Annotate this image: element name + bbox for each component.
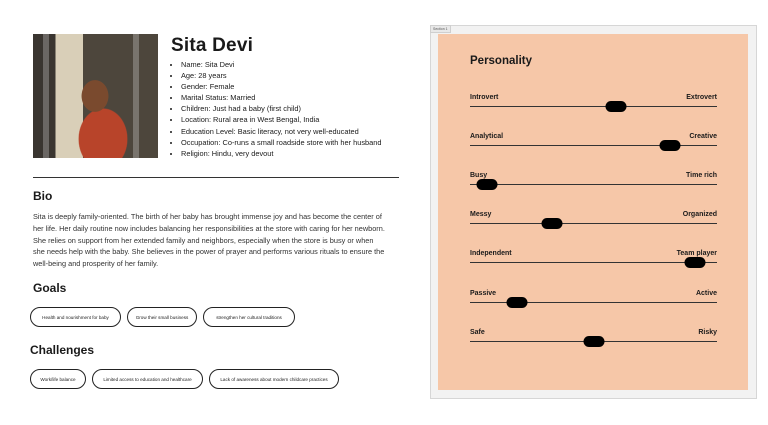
trait-left-label: Busy bbox=[470, 172, 488, 179]
trait-slider bbox=[470, 250, 717, 270]
goals-heading: Goals bbox=[33, 281, 67, 295]
fact-item: • Gender: Female bbox=[181, 81, 381, 92]
persona-facts-list bbox=[181, 59, 381, 159]
trait-slider bbox=[470, 133, 717, 153]
goal-chip[interactable]: strengthen her cultural traditions bbox=[203, 307, 295, 327]
slider-handle[interactable] bbox=[605, 101, 626, 112]
trait-slider bbox=[470, 211, 717, 231]
trait-right-label: Time rich bbox=[686, 172, 717, 179]
frame-label[interactable]: Section 1 bbox=[430, 25, 451, 33]
fact-item: • Religion: Hindu, very devout bbox=[181, 148, 381, 159]
fact-item: • Marital Status: Married bbox=[181, 92, 381, 103]
fact-item: • Age: 28 years bbox=[181, 70, 381, 81]
trait-slider bbox=[470, 172, 717, 192]
challenges-heading: Challenges bbox=[30, 343, 95, 357]
goal-chip[interactable]: Grow their small business bbox=[127, 307, 197, 327]
trait-left-label: Independent bbox=[470, 250, 512, 257]
fact-item: • Education Level: Basic literacy, not very well-educated bbox=[181, 126, 381, 137]
challenge-chip[interactable]: Work/life balance bbox=[30, 369, 86, 389]
challenge-chip[interactable]: Limited access to education and healthcare bbox=[92, 369, 203, 389]
fact-item: • Children: Just had a baby (first child) bbox=[181, 103, 381, 114]
slider-handle[interactable] bbox=[684, 257, 705, 268]
goals-chips bbox=[30, 307, 295, 327]
goal-chip[interactable]: Health and nourishment for baby bbox=[30, 307, 121, 327]
trait-left-label: Introvert bbox=[470, 94, 499, 101]
personality-title: Personality bbox=[470, 55, 532, 67]
trait-slider bbox=[470, 94, 717, 114]
challenge-chip[interactable]: Lack of awareness about modern childcare practices bbox=[209, 369, 339, 389]
fact-item: • Name: Sita Devi bbox=[181, 59, 381, 70]
trait-right-label: Active bbox=[695, 290, 717, 297]
trait-slider bbox=[470, 329, 717, 349]
trait-slider bbox=[470, 290, 717, 310]
trait-left-label: Analytical bbox=[470, 133, 504, 140]
trait-right-label: Team player bbox=[676, 250, 717, 257]
trait-right-label: Risky bbox=[698, 329, 717, 336]
fact-item: • Location: Rural area in West Bengal, India bbox=[181, 114, 381, 125]
bio-heading: Bio bbox=[33, 189, 53, 203]
slider-handle[interactable] bbox=[541, 218, 562, 229]
section-divider bbox=[33, 177, 399, 178]
trait-left-label: Passive bbox=[470, 290, 497, 297]
slider-handle[interactable] bbox=[660, 140, 681, 151]
persona-photo bbox=[33, 34, 158, 158]
bio-text: Sita is deeply family-oriented. The birth of her baby has brought immense joy and has become the center of her life. Her daily routine now includes balancing her responsibilities at the store with caring for her newborn. She relies on support from her extended family and neighbors, especially when the store is busy or when she needs help with the baby. She believes in the power of prayer and performs various rituals to ensure the well-being and prosperity of her family. bbox=[33, 212, 385, 269]
fact-item: • Occupation: Co-runs a small roadside store with her husband bbox=[181, 137, 381, 148]
trait-left-label: Messy bbox=[470, 211, 492, 218]
trait-right-label: Creative bbox=[689, 133, 717, 140]
slider-handle[interactable] bbox=[506, 297, 527, 308]
slider-track bbox=[470, 262, 717, 263]
trait-right-label: Extrovert bbox=[686, 94, 717, 101]
trait-right-label: Organized bbox=[682, 211, 717, 218]
trait-left-label: Safe bbox=[470, 329, 485, 336]
slider-track bbox=[470, 106, 717, 107]
slider-handle[interactable] bbox=[477, 179, 498, 190]
slider-track bbox=[470, 223, 717, 224]
persona-name: Sita Devi bbox=[171, 35, 254, 56]
challenges-chips bbox=[30, 369, 339, 389]
slider-handle[interactable] bbox=[583, 336, 604, 347]
slider-track bbox=[470, 184, 717, 185]
